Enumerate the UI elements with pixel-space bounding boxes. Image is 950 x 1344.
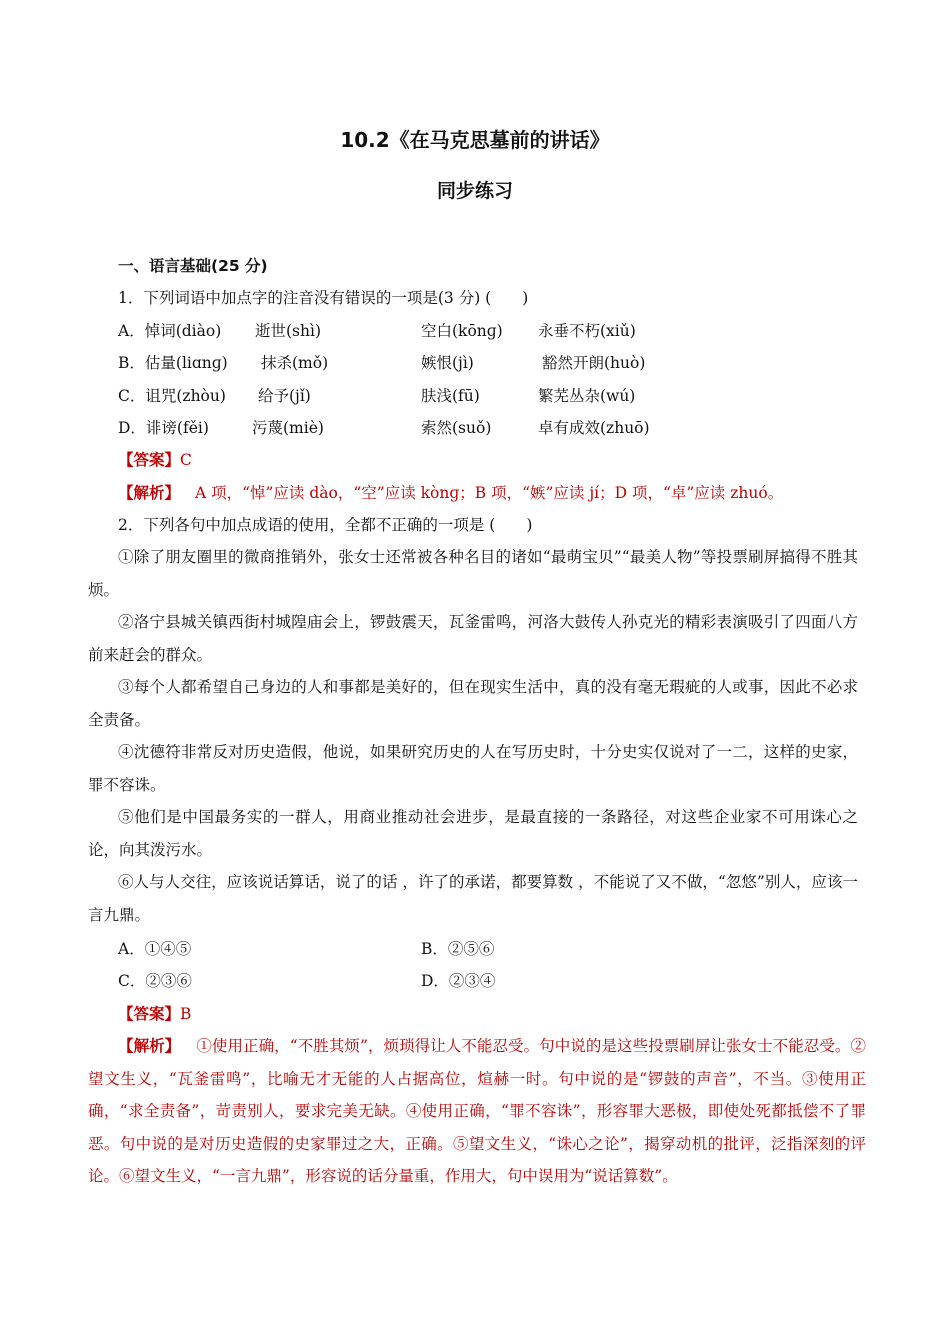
q1-option-a-word4: 永垂不朽(xiǔ) [538,322,636,340]
q2-answer [118,1003,191,1025]
q2-analysis-text: ①使用正确，“不胜其烦”，烦琐得让人不能忍受。句中说的是这些投票刷屏让张女士不能忍受。②望文生义，“瓦釜雷鸣”，比喻无才无能的人占据高位，煊赫一时。句中说的是“锣鼓的声音”，不当。③使用正确，“求全责备”，苛责别人，要求完美无缺。④使用正确，“罪不容诛”，形容罪大恶极，即使处死都抵偿不了罪恶。句中说的是对历史造假的史家罪过之大，正确。⑤望文生义，“诛心之论”，揭穿动机的批评，泛指深刻的评论。⑥望文生义，“一言九鼎”，形容说的话分量重，作用大，句中误用为“说话算数”。 [88,1037,866,1186]
q2-answer-value: B [180,1005,192,1023]
q2-sentence-1: ①除了朋友圈里的微商推销外，张女士还常被各种名目的诸如“最萌宝贝”“最美人物”等投票刷屏搞得不胜其烦。 [88,548,858,599]
q2-option-d: D．②③④ [421,972,496,990]
q1-option-d-word2: 污蔑(miè) [252,419,324,437]
q1-option-c-word4: 繁芜丛杂(wú) [538,387,636,405]
q1-option-b-word1: B．估量(liɑnɡ) [118,354,228,372]
q1-option-c-word2: 给予(jǐ) [258,387,311,405]
q1-option-b-word2: 抹杀(mǒ) [261,354,329,372]
q2-sentence-5: ⑤他们是中国最务实的一群人，用商业推动社会进步，是最直接的一条路径，对这些企业家不可用诛心之论，向其泼污水。 [88,808,858,859]
q2-sentence-2: ②洛宁县城关镇西街村城隍庙会上，锣鼓震天，瓦釜雷鸣，河洛大鼓传人孙克光的精彩表演吸引了四面八方前来赶会的群众。 [88,613,858,664]
q2-sentence-6: ⑥人与人交往，应该说话算话，说了的话 ，许了的承诺，都要算数 ，不能说了又不做，“忽悠”别人，应该一言九鼎。 [88,873,858,924]
q2-analysis-tag: 【解析】 [118,1037,181,1055]
q1-option-d-word1: D．诽谤(fěi) [118,419,209,437]
q1-option-a-word3: 空白(kōnɡ) [421,322,503,340]
q1-option-b-word4: 豁然开朗(huò) [542,354,646,372]
q2-option-b: B．②⑤⑥ [421,940,495,958]
q1-option-c-word3: 肤浅(fū) [421,387,480,405]
q1-analysis [118,482,783,504]
q2-sentence-3: ③每个人都希望自己身边的人和事都是美好的，但在现实生活中，真的没有毫无瑕疵的人或事，因此不必求全责备。 [88,678,858,729]
section-heading: 一、语言基础(25 分) [118,257,268,275]
q2-option-a: A．①④⑤ [118,940,192,958]
document-subtitle: 同步练习 [436,180,513,202]
q1-option-c-word1: C．诅咒(zhòu) [118,387,226,405]
question-2-stem: 2．下列各句中加点成语的使用，全都不正确的一项是 ( ) [118,516,533,534]
q1-option-d-word4: 卓有成效(zhuō) [538,419,650,437]
q1-option-d-word3: 索然(suǒ) [421,419,492,437]
q1-option-b-word3: 嫉恨(jì) [421,354,474,372]
q2-analysis [88,1030,866,1193]
q1-option-a-word1: A．悼词(diào) [118,322,222,340]
q2-answer-tag: 【答案】 [118,1005,181,1023]
q1-analysis-tag: 【解析】 [118,484,181,502]
document-title: 10.2《在马克思墓前的讲话》 [340,128,610,152]
question-1-stem: 1．下列词语中加点字的注音没有错误的一项是(3 分) ( ) [118,289,529,307]
q1-option-a-word2: 逝世(shì) [255,322,321,340]
q2-option-c: C．②③⑥ [118,972,192,990]
q2-sentence-4: ④沈德符非常反对历史造假，他说，如果研究历史的人在写历史时，十分史实仅说对了一二，这样的史家，罪不容诛。 [88,743,858,794]
q1-answer [118,449,192,471]
q1-answer-value: C [180,451,192,469]
q1-analysis-text: A 项，“悼”应读 dào，“空”应读 kònɡ；B 项，“嫉”应读 jí；D 项，“卓”应读 zhuó。 [194,484,784,502]
q1-answer-tag: 【答案】 [118,451,181,469]
